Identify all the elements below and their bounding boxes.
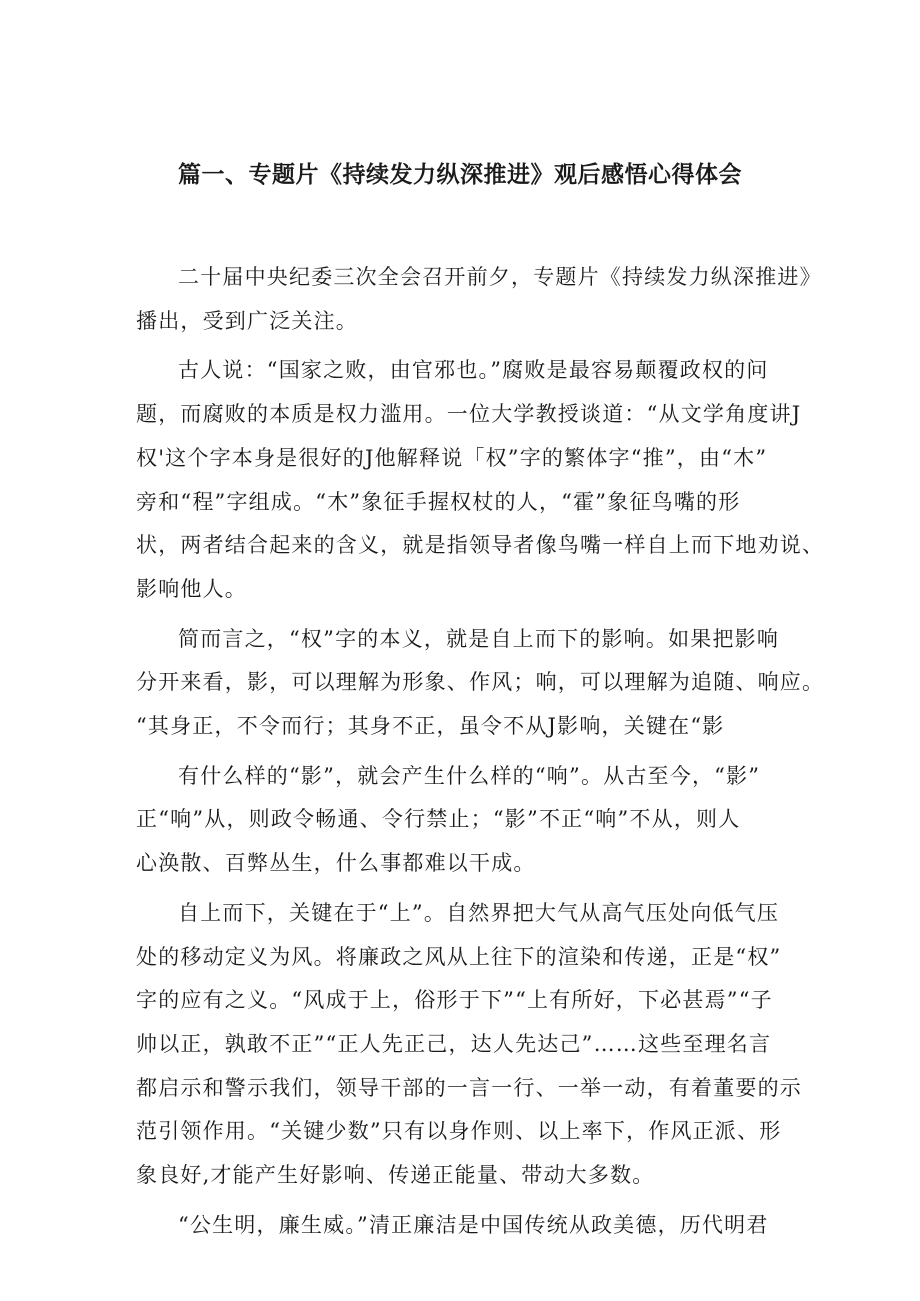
text-line: “其身正，不令而行；其身不正，虽令不从J影响，关键在“影 [136,714,725,739]
text-line: 心涣散、百弊丛生，什么事都难以干成。 [136,851,536,876]
document-title: 篇一、专题片《持续发力纵深推进》观后感悟心得体会 [178,162,742,188]
text-line: 旁和“程”字组成。“木”象征手握权杖的人，“霍”象征鸟嘴的形 [136,489,741,514]
text-line: 正“响”从，则政令畅通、令行禁止；“影”不正“响”不从，则人 [136,807,741,832]
paragraph-5 [136,892,802,1198]
text-line: 自上而下，关键在于“上”。自然界把大气从高气压处向低气压 [178,900,780,925]
text-line: 状，两者结合起来的含义，就是指领导者像鸟嘴一样自上而下地劝说、 [136,533,825,558]
text-line: 象良好,才能产生好影响、传递正能量、带动大多数。 [136,1163,655,1188]
text-line: 二十届中央纪委三次全会召开前夕，专题片《持续发力纵深推进》 [178,265,822,289]
paragraph-2 [136,349,825,611]
text-line: 播出，受到广泛关注。 [136,308,358,333]
text-line: 分开来看，影，可以理解为形象、作风；响，可以理解为追随、响应。 [136,670,825,695]
text-line: 影响他人。 [136,576,247,601]
paragraph-1 [136,256,822,343]
text-line: 有什么样的“影”，就会产生什么样的“响”。从古至今，“影” [178,763,761,788]
text-line: 范引领作用。“关键少数”只有以身作则、以上率下，作风正派、形 [136,1119,782,1144]
text-line: 字的应有之义。“风成于上，俗形于下”“上有所好，下必甚焉”“子 [136,988,773,1013]
text-line: 都启示和警示我们，领导干部的一言一行、一举一动，有着董要的示 [136,1075,802,1100]
text-line: 帅以正，孰敢不正”“正人先正己，达人先达己”……这些至理名言 [136,1031,772,1056]
paragraph-6 [136,1204,796,1248]
text-line: 简而言之，“权”字的本义，就是自上而下的影响。如果把影响 [178,626,780,651]
paragraph-4 [136,755,796,886]
paragraph-3 [136,618,825,749]
text-line: 古人说：“国家之败，由官邪也。”腐败是最容易颠覆政权的问 [178,358,769,383]
text-line: “公生明，廉生威。”清正廉洁是中国传统从政美德，历代明君 [178,1212,769,1237]
text-line: 处的移动定义为风。将廉政之风从上往下的渲染和传递，正是“权” [136,944,782,969]
document-body [136,256,825,1253]
text-line: 权'这个字本身是很好的J他解释说「权”字的繁体字“推”，由“木” [136,445,768,470]
text-line: 题，而腐败的本质是权力滥用。一位大学教授谈道：“从文学角度讲J [136,402,802,427]
